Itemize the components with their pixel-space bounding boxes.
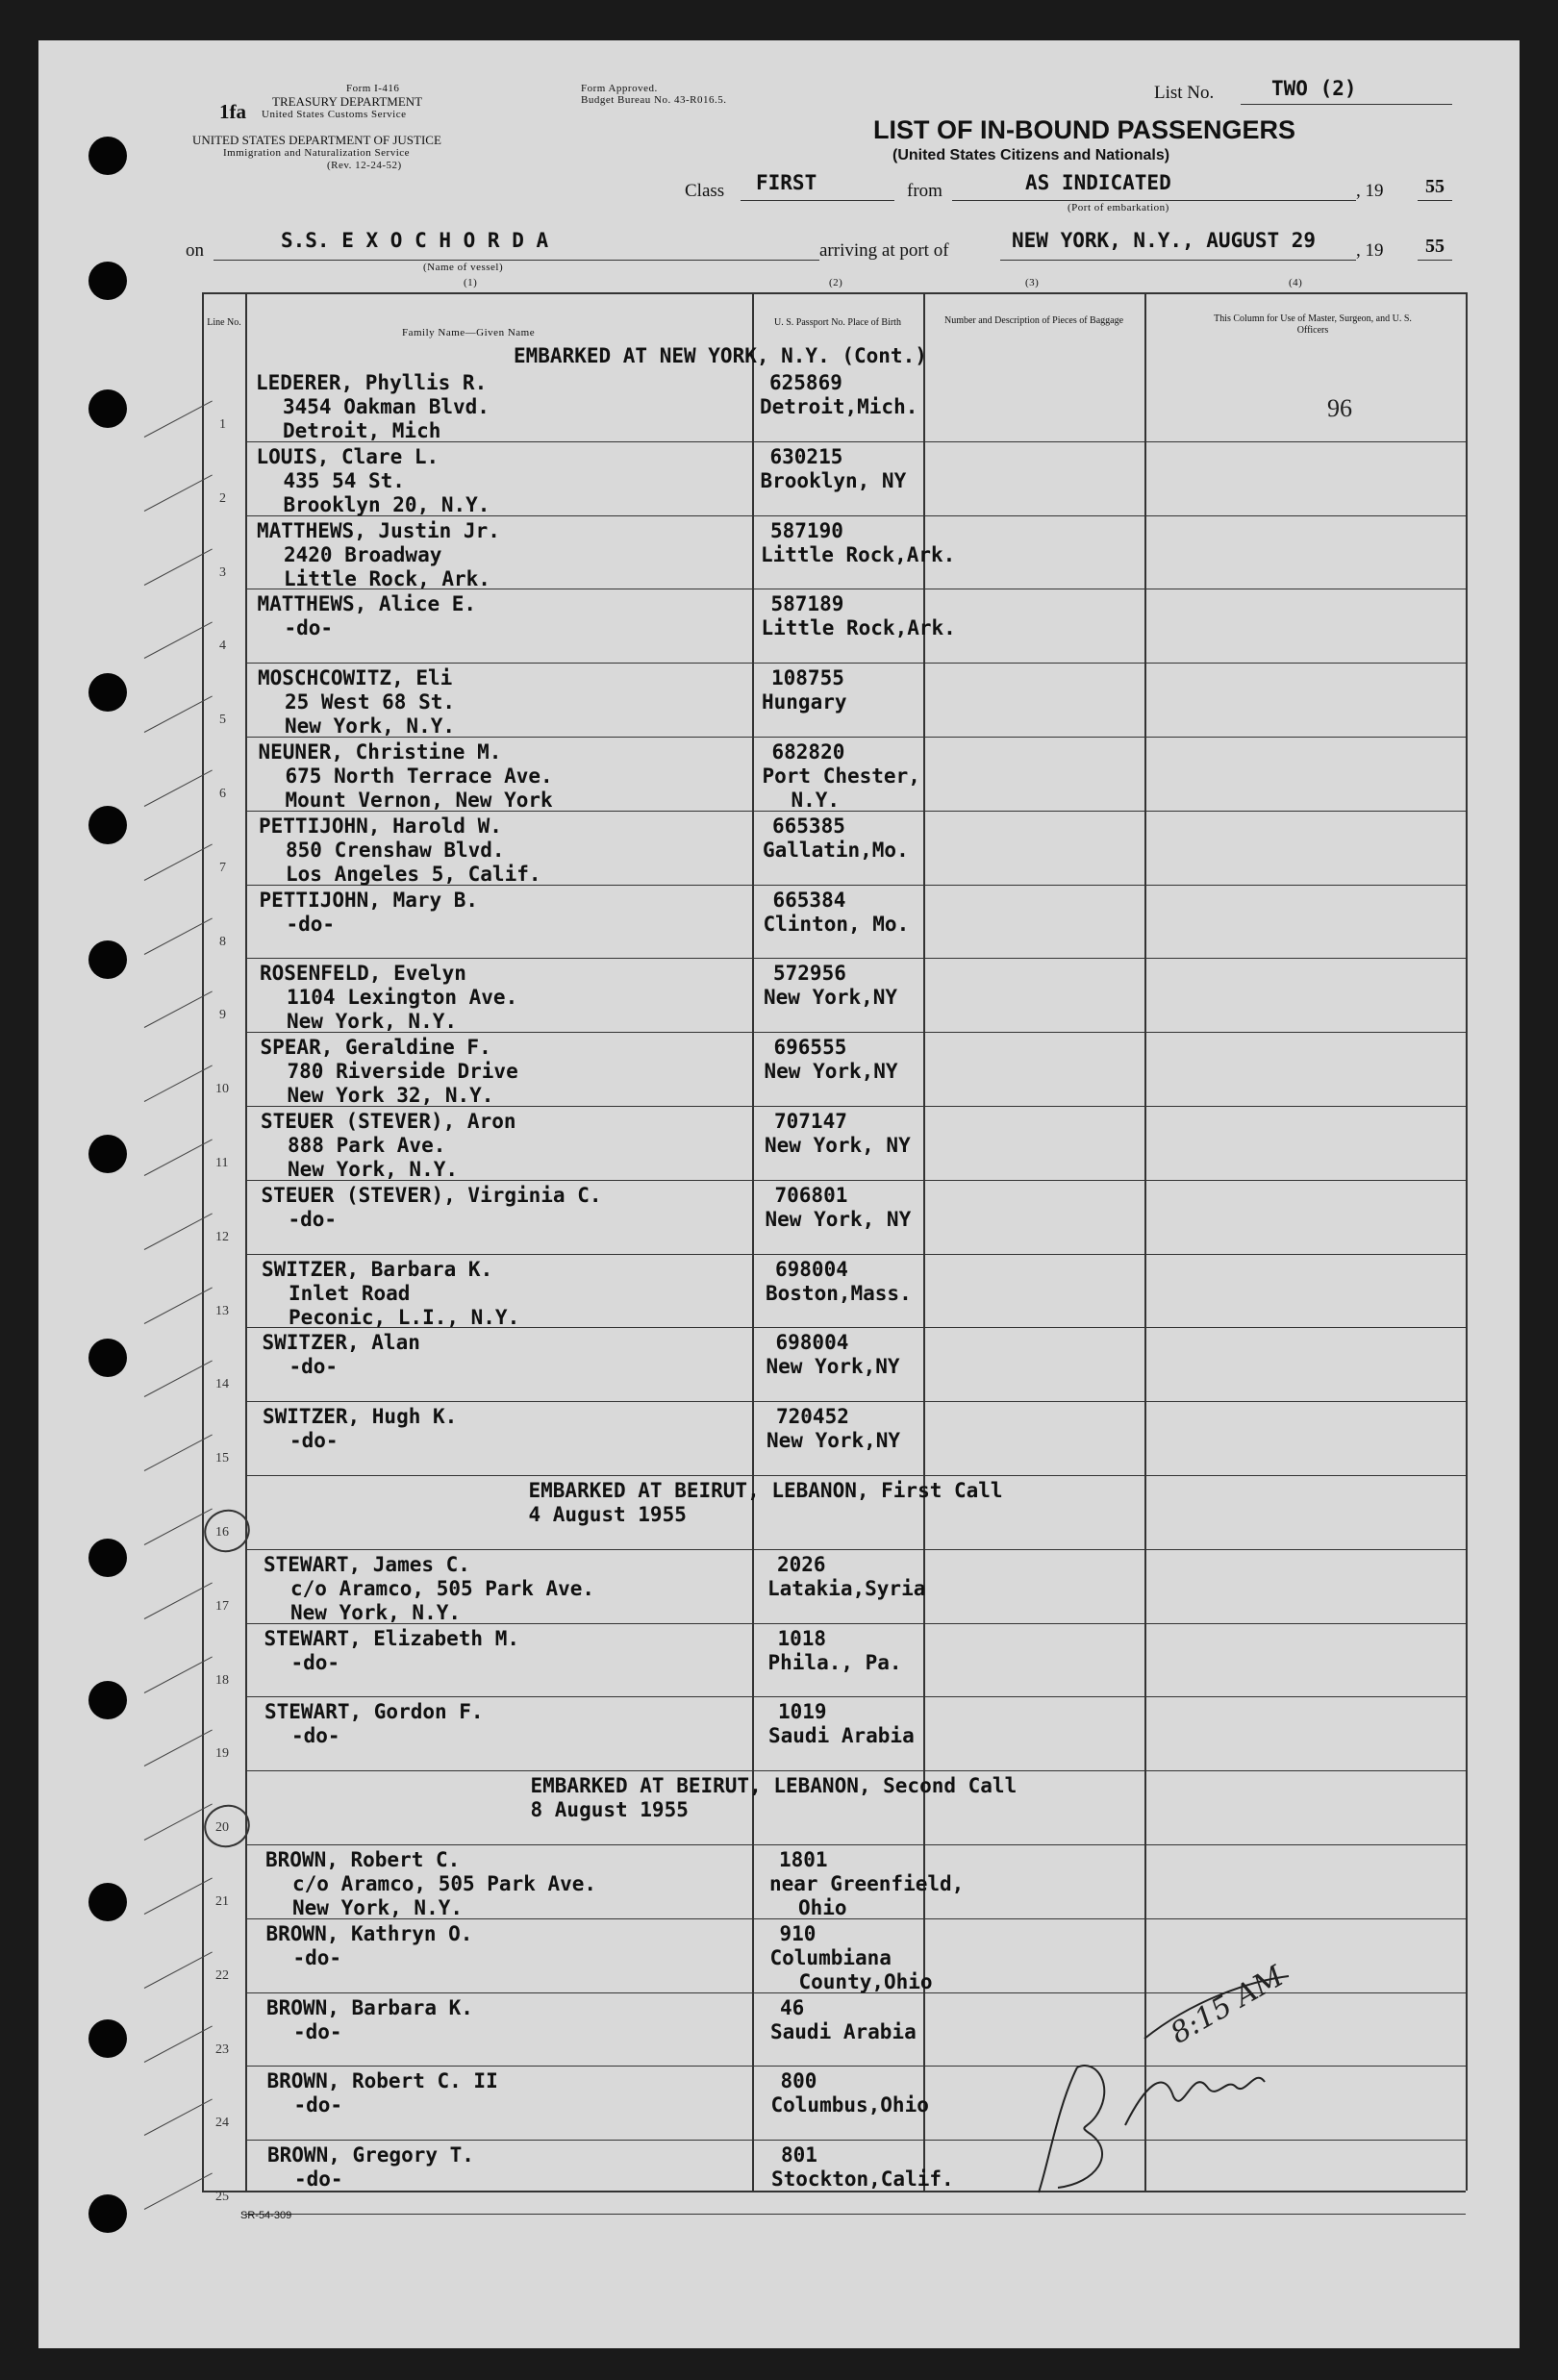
place-of-birth: New York,NY [766, 1429, 901, 1453]
passenger-name: SPEAR, Geraldine F. [260, 1036, 491, 1060]
passenger-city: New York, N.Y. [287, 1010, 458, 1034]
place-of-birth: Phila., Pa. [767, 1650, 902, 1674]
passenger-name: PETTIJOHN, Harold W. [259, 814, 502, 838]
line-number: 17 [215, 1598, 229, 1614]
line-number: 6 [219, 787, 226, 801]
line-number: 7 [219, 860, 226, 875]
line-number: 9 [219, 1008, 226, 1023]
passenger-address: c/o Aramco, 505 Park Ave. [290, 1576, 595, 1600]
form-approved: Form Approved. [581, 83, 658, 94]
col-num-3: (3) [1025, 277, 1040, 288]
line-number: 20 [215, 1820, 229, 1836]
passport-number: 587189 [770, 592, 844, 616]
place-of-birth: New York, NY [765, 1207, 912, 1231]
line-number: 13 [215, 1303, 229, 1318]
passenger-address: 675 North Terrace Ave. [285, 764, 553, 788]
passenger-city: Mount Vernon, New York [285, 789, 553, 812]
punch-hole [88, 1135, 127, 1173]
passport-number: 630215 [769, 444, 843, 468]
passport-number: 800 [780, 2069, 817, 2093]
punch-hole [88, 1539, 127, 1577]
place-of-birth: Boston,Mass. [766, 1281, 912, 1305]
passenger-address: Inlet Road [289, 1281, 411, 1305]
passenger-address: -do- [292, 1945, 342, 1969]
passenger-city: Peconic, L.I., N.Y. [289, 1305, 520, 1329]
place-of-birth: Columbus,Ohio [770, 2093, 929, 2117]
passenger-name: PETTIJOHN, Mary B. [259, 888, 479, 912]
passenger-address: 888 Park Ave. [288, 1134, 446, 1157]
arriving-label: arriving at port of [819, 240, 949, 261]
passenger-name: MOSCHCOWITZ, Eli [258, 666, 453, 690]
passenger-name: STEUER (STEVER), Aron [261, 1110, 516, 1133]
punch-hole [88, 137, 127, 175]
line-number: 23 [215, 2042, 229, 2057]
line-number: 16 [215, 1525, 229, 1540]
list-no-label: List No. [1154, 83, 1215, 103]
from-label: from [907, 181, 942, 201]
place-of-birth: Latakia,Syria [767, 1576, 926, 1600]
punch-hole [88, 940, 127, 979]
passport-number: 1018 [777, 1626, 827, 1650]
year1-value: 55 [1425, 176, 1445, 197]
form-revision: (Rev. 12-24-52) [327, 160, 402, 171]
vessel-label: (Name of vessel) [423, 262, 504, 273]
passenger-address: 3454 Oakman Blvd. [283, 395, 490, 418]
passenger-name: BROWN, Barbara K. [266, 1995, 473, 2019]
passenger-city: Los Angeles 5, Calif. [286, 862, 541, 886]
passport-number: 910 [779, 1921, 817, 1945]
place-of-birth: Port Chester, [762, 764, 920, 788]
place-of-birth: New York,NY [764, 986, 898, 1010]
place-of-birth: Brooklyn, NY [760, 468, 907, 492]
passenger-name: BROWN, Robert C. II [266, 2069, 498, 2093]
year2-value: 55 [1425, 236, 1445, 257]
passenger-name: LOUIS, Clare L. [256, 444, 440, 468]
passport-number: 625869 [769, 371, 842, 394]
place-of-birth: Hungary [762, 690, 847, 714]
line-number: 15 [215, 1451, 229, 1466]
col-num-4: (4) [1289, 277, 1303, 288]
passenger-name: BROWN, Gregory T. [267, 2143, 474, 2167]
passenger-city: New York 32, N.Y. [287, 1084, 494, 1108]
line-number: 10 [215, 1082, 229, 1097]
form-title: LIST OF IN-BOUND PASSENGERS [873, 115, 1296, 144]
on-label: on [186, 240, 204, 261]
place-of-birth: near Greenfield, [769, 1872, 965, 1895]
place-of-birth: Little Rock,Ark. [761, 542, 956, 566]
passenger-address: 850 Crenshaw Blvd. [286, 838, 505, 862]
passport-number: 665385 [772, 814, 845, 838]
line-number: 1 [219, 417, 226, 432]
passenger-address: -do- [290, 1650, 340, 1674]
class-label: Class [685, 181, 725, 201]
footer-code: SR-54-309 [240, 2210, 292, 2221]
place-of-birth: Columbiana [769, 1945, 892, 1969]
line-number: 4 [219, 639, 226, 654]
time-stamp: 8:15 AM [1165, 1959, 1290, 2051]
passenger-name: ROSENFELD, Evelyn [260, 962, 466, 986]
passenger-address: 1104 Lexington Ave. [287, 986, 518, 1010]
place-of-birth: New York,NY [766, 1355, 900, 1379]
form-subtitle: (United States Citizens and Nationals) [892, 147, 1170, 163]
passport-number: 572956 [773, 962, 846, 986]
passenger-address: 2420 Broadway [284, 542, 442, 566]
passenger-city: Detroit, Mich [283, 419, 441, 442]
passenger-name: LEDERER, Phyllis R. [256, 371, 488, 394]
col-num-2: (2) [829, 277, 843, 288]
section-date: 8 August 1955 [530, 1798, 689, 1822]
dept-treasury-sub: United States Customs Service [262, 109, 407, 120]
place-of-birth: Stockton,Calif. [771, 2167, 954, 2192]
passenger-name: STEUER (STEVER), Virginia C. [261, 1183, 602, 1207]
place-of-birth: New York, NY [765, 1134, 911, 1157]
dept-justice: UNITED STATES DEPARTMENT OF JUSTICE [192, 133, 441, 147]
line-number: 22 [215, 1967, 229, 1983]
place-of-birth: Saudi Arabia [770, 2019, 917, 2043]
form-code: 1fa [219, 100, 246, 123]
header-officers: This Column for Use of Master, Surgeon, and U. S. Officers [1214, 313, 1412, 336]
passenger-city: New York, N.Y. [288, 1158, 459, 1181]
place-of-birth: Little Rock,Ark. [761, 616, 956, 640]
passenger-address: 435 54 St. [283, 468, 405, 492]
dept-justice-sub: Immigration and Naturalization Service [223, 147, 411, 159]
punch-hole [88, 2019, 127, 2058]
line-number: 18 [215, 1672, 229, 1688]
passport-number: 706801 [774, 1183, 848, 1207]
passenger-city: New York, N.Y. [292, 1896, 464, 1919]
passport-number: 707147 [774, 1110, 847, 1133]
passenger-name: MATTHEWS, Justin Jr. [257, 518, 500, 542]
passenger-name: SWITZER, Hugh K. [263, 1405, 458, 1429]
officer-mark: 96 [1327, 394, 1352, 422]
punch-hole [88, 673, 127, 712]
passport-number: 2026 [777, 1552, 826, 1576]
table-top-border [202, 292, 1466, 294]
line-number: 21 [215, 1894, 229, 1909]
vessel-name: S.S. E X O C H O R D A [281, 229, 549, 252]
passport-number: 696555 [773, 1036, 847, 1060]
passenger-name: MATTHEWS, Alice E. [257, 592, 477, 616]
class-value: FIRST [756, 171, 817, 194]
passenger-address: -do- [294, 2167, 343, 2192]
punch-hole [88, 1339, 127, 1377]
passenger-address: -do- [291, 1724, 340, 1748]
passenger-name: SWITZER, Barbara K. [262, 1257, 493, 1281]
line-number: 5 [219, 713, 226, 728]
port-embarkation-label: (Port of embarkation) [1068, 202, 1169, 213]
passenger-city: Little Rock, Ark. [284, 566, 490, 590]
passport-number: 1801 [779, 1848, 828, 1871]
passenger-name: STEWART, James C. [264, 1552, 470, 1576]
line-number: 19 [215, 1746, 229, 1762]
place-of-birth: Detroit,Mich. [760, 395, 918, 418]
passenger-address: c/o Aramco, 505 Park Ave. [292, 1872, 597, 1895]
place-of-birth-cont: County,Ohio [798, 1969, 933, 1993]
passenger-name: BROWN, Robert C. [265, 1848, 461, 1871]
place-of-birth: Clinton, Mo. [763, 912, 910, 936]
line-number: 2 [219, 490, 226, 506]
passport-number: 108755 [771, 666, 844, 690]
passenger-name: SWITZER, Alan [262, 1331, 420, 1355]
punch-hole [88, 262, 127, 300]
header-name: Family Name—Given Name [402, 327, 536, 338]
section-heading: EMBARKED AT BEIRUT, LEBANON, Second Call [530, 1774, 1018, 1798]
passenger-address: -do- [284, 616, 334, 640]
col-num-1: (1) [464, 277, 478, 288]
header-passport: U. S. Passport No. Place of Birth [774, 317, 901, 328]
from-value: AS INDICATED [1025, 171, 1171, 194]
passenger-address: 780 Riverside Drive [287, 1060, 518, 1084]
header-baggage: Number and Description of Pieces of Baggage [943, 315, 1124, 326]
passenger-name: STEWART, Gordon F. [264, 1700, 484, 1724]
passenger-address: -do- [289, 1355, 339, 1379]
passenger-address: -do- [286, 912, 336, 936]
line-number: 8 [219, 934, 226, 949]
passenger-city: Brooklyn 20, N.Y. [283, 492, 490, 516]
passport-number: 46 [780, 1995, 805, 2019]
section-date: 4 August 1955 [528, 1503, 687, 1526]
line-number: 14 [215, 1377, 229, 1392]
line-number: 12 [215, 1229, 229, 1244]
punch-hole [88, 1681, 127, 1719]
passenger-address: 25 West 68 St. [285, 690, 456, 714]
place-of-birth: Gallatin,Mo. [763, 838, 909, 862]
section-heading: EMBARKED AT BEIRUT, LEBANON, First Call [528, 1479, 1003, 1502]
passenger-city: New York, N.Y. [290, 1600, 462, 1624]
header-line-no: Line No. [207, 317, 241, 328]
passport-number: 698004 [775, 1331, 849, 1355]
passport-number: 801 [781, 2143, 817, 2167]
passenger-address: -do- [289, 1429, 339, 1453]
form-number: Form I-416 [346, 83, 400, 94]
punch-hole [88, 2194, 127, 2233]
passenger-city: New York, N.Y. [285, 714, 456, 739]
section-embarked-new-york: EMBARKED AT NEW YORK, N.Y. (Cont.) [514, 344, 927, 367]
line-number: 25 [215, 2190, 229, 2205]
line-number: 3 [219, 564, 226, 580]
passenger-name: STEWART, Elizabeth M. [264, 1626, 520, 1650]
passenger-address: -do- [288, 1207, 338, 1231]
dept-treasury: TREASURY DEPARTMENT [272, 94, 423, 109]
passport-number: 720452 [776, 1405, 849, 1429]
passenger-address: -do- [293, 2093, 343, 2117]
passenger-name: NEUNER, Christine M. [258, 740, 502, 764]
year2-prefix: , 19 [1356, 240, 1384, 261]
place-of-birth: New York,NY [764, 1060, 898, 1084]
passport-number: 587190 [770, 518, 843, 542]
passport-number: 682820 [771, 740, 845, 764]
passport-number: 665384 [772, 888, 846, 912]
punch-hole [88, 1883, 127, 1921]
punch-hole [88, 389, 127, 428]
passenger-address: -do- [293, 2019, 342, 2043]
line-number: 11 [215, 1156, 229, 1170]
place-of-birth-cont: N.Y. [791, 789, 841, 812]
handwritten-signature [1000, 1923, 1385, 2212]
port-arrival: NEW YORK, N.Y., AUGUST 29 [1012, 229, 1317, 252]
passenger-name: BROWN, Kathryn O. [265, 1921, 473, 1945]
list-no-value: TWO (2) [1271, 77, 1357, 100]
line-number: 24 [215, 2116, 229, 2131]
punch-hole [88, 806, 127, 844]
passport-number: 698004 [775, 1257, 848, 1281]
year1-prefix: , 19 [1356, 181, 1384, 201]
place-of-birth-cont: Ohio [798, 1896, 847, 1919]
place-of-birth: Saudi Arabia [768, 1724, 915, 1748]
passport-number: 1019 [778, 1700, 827, 1724]
budget-bureau: Budget Bureau No. 43-R016.5. [581, 94, 727, 106]
